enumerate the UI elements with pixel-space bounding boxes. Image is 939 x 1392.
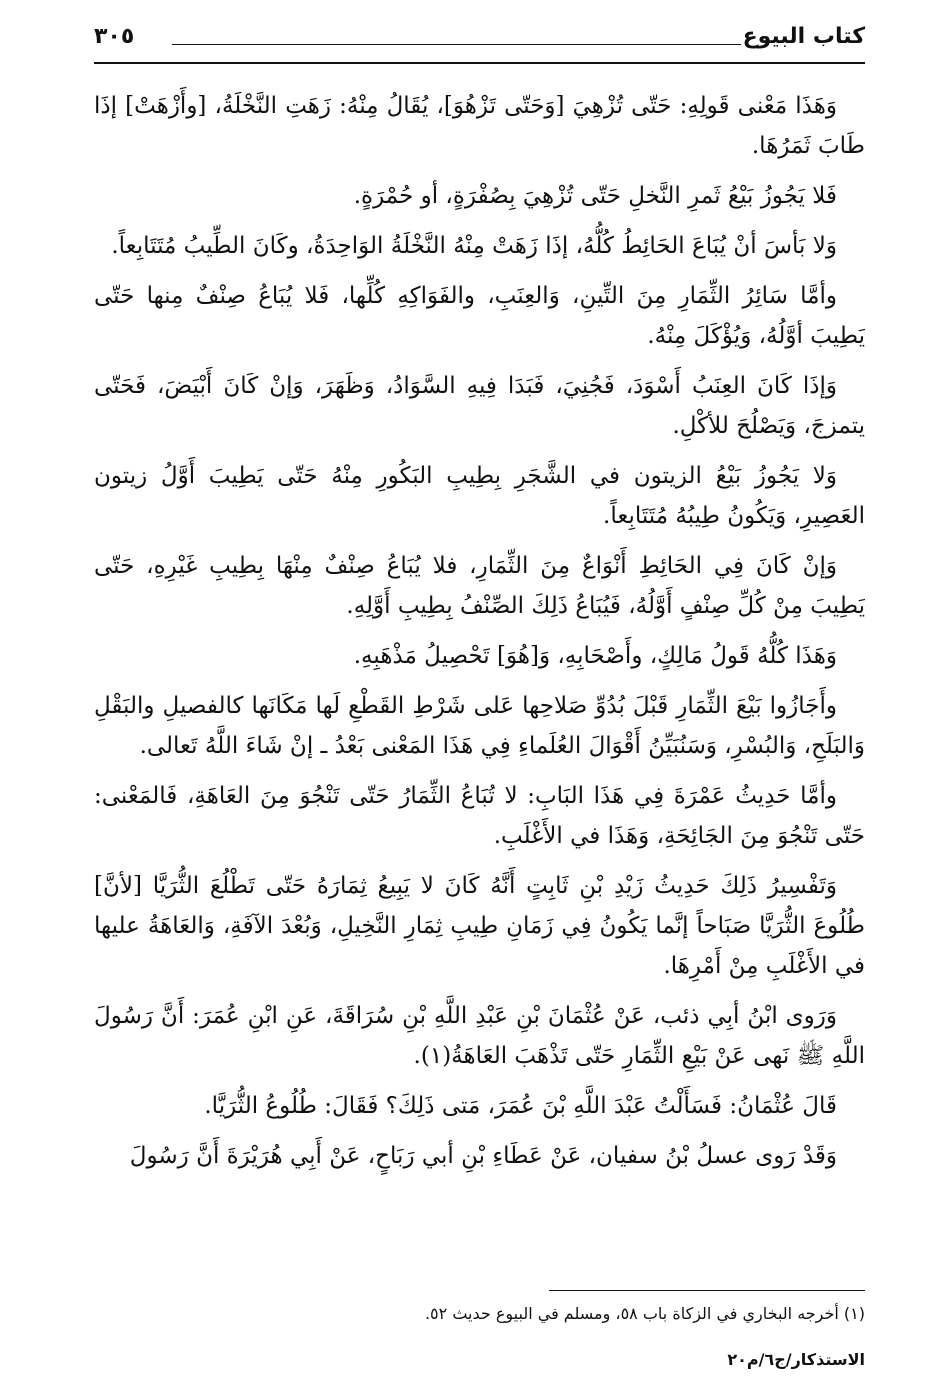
paragraph: فَلا يَجُوزُ بَيْعُ ثَمرِ النَّخلِ حَتّى تُزْهِيَ بِصُفْرَةٍ، أو حُمْرَةٍ. <box>353 183 837 209</box>
page-number: ٣٠٥ <box>94 24 135 49</box>
paragraph: وَلا بَأسَ أنْ يُبَاعَ الحَائِطُ كُلُّهُ، إذَا زَهَتْ مِنْهُ النَّخْلَةُ الوَاحِدَةُ، وكَانَ الطِّيبُ مُتَتَابِعاً. <box>111 233 837 259</box>
paragraph: وأمَّا حَدِيثُ عَمْرَةَ فِي هَذَا البَابِ: لا تُبَاعُ الثِّمَارُ حَتّى تَنْجُوَ مِنَ العَاهَةِ، فَالمَعْنى: حَتّى تَنْجُوَ مِنَ الجَائِحَةِ، وَهَذَا في الأَغْلَبِ. <box>94 783 865 849</box>
page-header <box>94 22 865 64</box>
paragraph: وَإنْ كَانَ فِي الحَائِطِ أَنْوَاعٌ مِنَ الثِّمَارِ، فلا يُبَاعُ صِنْفٌ مِنْهَا بِطِيبِ غَيْرِهِ، حَتّى يَطِيبَ مِنْ كُلِّ صِنْفٍ أَوَّلُهُ، فَيُبَاعُ ذَلِكَ الصِّنْفُ بِطِيبِ أَوَّلِهِ. <box>94 553 865 619</box>
paragraph: وأَجَازُوا بَيْعَ الثِّمَارِ قَبْلَ بُدُوِّ صَلاحِها عَلى شَرْطِ القَطْعِ لَها مَكَانَها كالفصيلِ والبَقْلِ وَالبَلَحِ، وَالبُسْرِ، وَسَنُبَيِّنُ أَقْوَالَ العُلَماءِ فِي هَذَا المَعْنى بَعْدُ ـ إنْ شَاءَ اللَّهُ تَعالى. <box>94 693 865 759</box>
paragraph: وَإذَا كَانَ العِنَبُ أَسْوَدَ، فَجُنِيَ، فَبَدَا فِيهِ السَّوَادُ، وَظَهَرَ، وَإنْ كَانَ أَبْيَضَ، فَحَتّى يتمزجَ، وَيَصْلُحَ للأكْلِ. <box>94 373 865 439</box>
paragraph: وَتَفْسِيرُ ذَلِكَ حَدِيثُ زَيْدِ بْنِ ثَابِتٍ أَنَّهُ كَانَ لا يَبِيعُ ثِمَارَهُ حَتّى تَطْلُعَ الثُّرَيَّا [لأنَّ] طُلُوعَ الثُّرَيَّا صَبَاحاً إنَّما يَكُونُ فِي زَمَانِ طِيبِ ثِمَارِ النَّخِيلِ، وَبُعْدَ الآفَةِ، وَالعَاهَةُ عليها في الأَغْلَبِ مِنْ أَمْرِهَا. <box>94 873 865 979</box>
paragraph: وَلا يَجُوزُ بَيْعُ الزيتون في الشَّجَرِ بِطِيبِ البَكُورِ مِنْهُ حَتّى يَطِيبَ أَوَّلُ زيتون العَصِيرِ، وَيَكُونُ طِيبُهُ مُتَتَابِعاً. <box>94 463 865 529</box>
header-rule <box>172 44 741 45</box>
paragraph: وَرَوى ابْنُ أبِي ذئب، عَنْ عُثْمَانَ بْنِ عَبْدِ اللَّهِ بْنِ سُرَاقَةَ، عَنِ ابْنِ عُمَرَ: أَنَّ رَسُولَ اللَّهِ ﷺ نَهى عَنْ بَيْعِ الثِّمَارِ حَتّى تَذْهَبَ العَاهَةُ(١). <box>94 1003 865 1069</box>
footnote: (١) أخرجه البخاري في الزكاة باب ٥٨، ومسلم في البيوع حديث ٥٢. <box>424 1304 865 1323</box>
body-text <box>94 86 865 1286</box>
paragraph: وَقَدْ رَوى عسلُ بْنُ سفيان، عَنْ عَطَاءِ بْنِ أبي رَبَاحٍ، عَنْ أَبِي هُرَيْرَةَ أَنَّ رَسُولَ <box>129 1143 837 1169</box>
printer-signature: الاستذكار/ج٦/م٢٠ <box>727 1350 865 1369</box>
paragraph: وَهَذَا كُلُّهُ قَولُ مَالِكٍ، وأَصْحَابِهِ، وَ[هُوَ] تَحْصِيلُ مَذْهَبِهِ. <box>353 643 837 669</box>
paragraph: وَهَذَا مَعْنى قَولِهِ: حَتّى تُزْهِيَ [وَحَتّى تَزْهُوَ]، يُقَالُ مِنْهُ: زَهَتِ النَّخْلَةُ، [وأَزْهَتْ] إذَا طَابَ ثَمَرُهَا. <box>94 93 865 159</box>
paragraph: قَالَ عُثْمَانُ: فَسَأَلْتُ عَبْدَ اللَّهِ بْنَ عُمَرَ، مَتى ذَلِكَ؟ فَقَالَ: طُلُوعُ الثُّرَيَّا. <box>204 1093 837 1119</box>
paragraph: وأمَّا سَائِرُ الثِّمَارِ مِنَ التِّينِ، وَالعِنَبِ، والفَوَاكِهِ كُلِّها، فَلا يُبَاعُ صِنْفٌ مِنها حَتّى يَطِيبَ أوَّلُهُ، وَيُؤْكَلَ مِنْهُ. <box>94 283 865 349</box>
running-title: كتاب البيوع <box>742 24 865 49</box>
footnote-rule <box>549 1290 865 1291</box>
